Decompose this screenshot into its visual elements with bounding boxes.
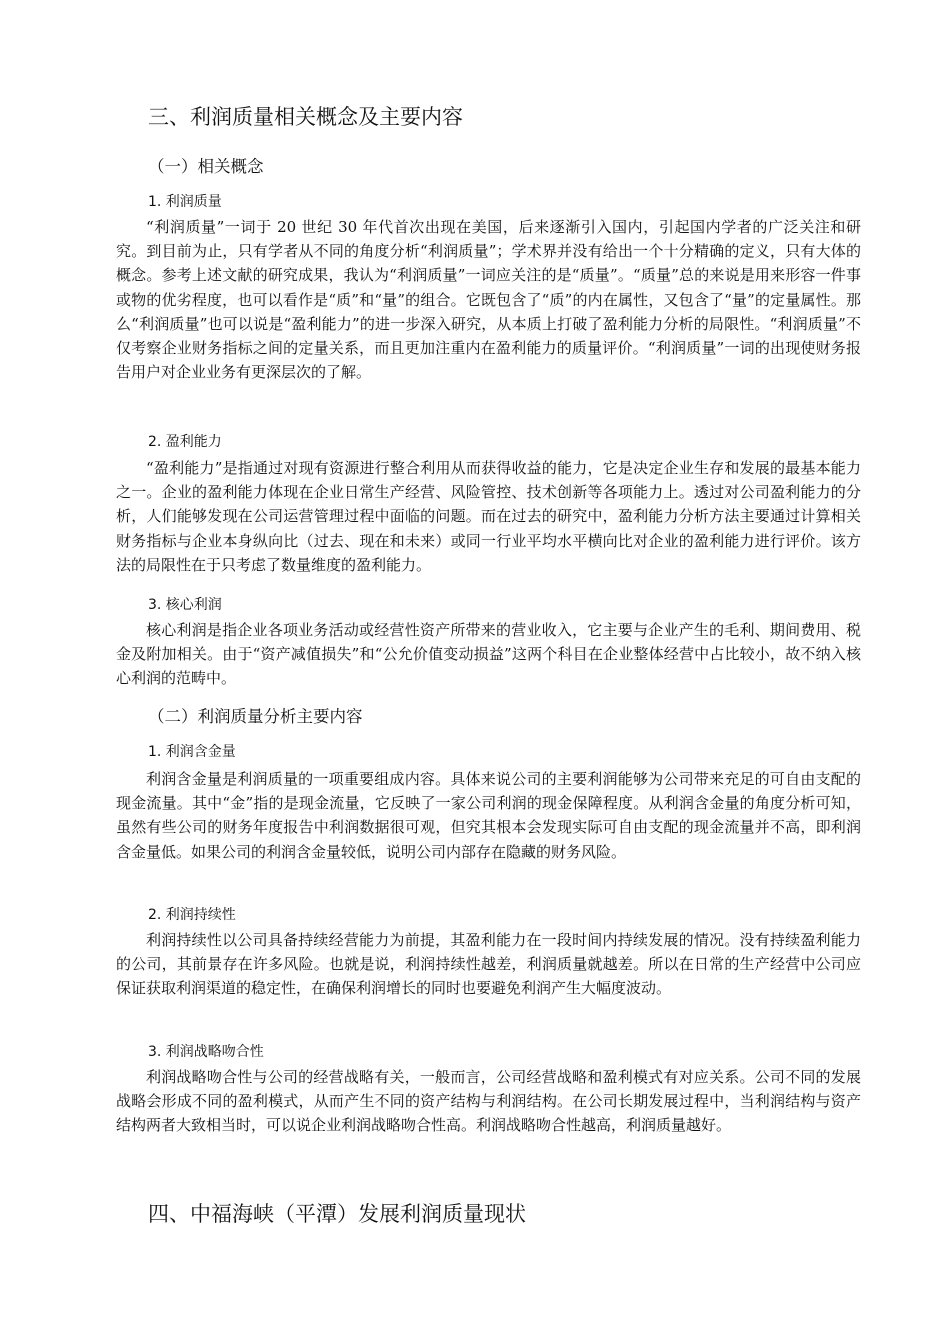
section-3-title: 三、利润质量相关概念及主要内容 xyxy=(148,105,463,129)
paragraph: “盈利能力”是指通过对现有资源进行整合利用从而获得收益的能力，它是决定企业生存和发展的最基本能力之一。企业的盈利能力体现在企业日常生产经营、风险管控、技术创新等各项能力上。透过对公司盈利能力的分析，人们能够发现在公司运营管理过程中面临的问题。而在过去的研究中，盈利能力分析方法主要通过计算相关财务指标与企业本身纵向比（过去、现在和未来）或同一行业平均水平横向比对企业的盈利能力进行评价。该方法的局限性在于只考虑了数量维度的盈利能力。 xyxy=(116,459,861,574)
item-heading: 1. 利润质量 xyxy=(148,194,222,210)
paragraph: 核心利润是指企业各项业务活动或经营性资产所带来的营业收入，它主要与企业产生的毛利、期间费用、税金及附加相关。由于“资产减值损失”和“公允价值变动损益”这两个科目在企业整体经营中占比较小，故不纳入核心利润的范畴中。 xyxy=(116,621,861,688)
paragraph: 利润持续性以公司具备持续经营能力为前提，其盈利能力在一段时间内持续发展的情况。没有持续盈利能力的公司，其前景存在许多风险。也就是说，利润持续性越差，利润质量就越差。所以在日常的生产经营中公司应保证获取利润渠道的稳定性，在确保利润增长的同时也要避免利润产生大幅度波动。 xyxy=(116,931,861,998)
paragraph: “利润质量”一词于 20 世纪 30 年代首次出现在美国，后来逐渐引入国内，引起国内学者的广泛关注和研究。到目前为止，只有学者从不同的角度分析“利润质量”；学术界并没有给出一个十分精确的定义，只有大体的概念。参考上述文献的研究成果，我认为“利润质量”一词应关注的是“质量”。“质量”总的来说是用来形容一件事或物的优劣程度，也可以看作是“质”和“量”的组合。它既包含了“质”的内在属性，又包含了“量”的定量属性。那么“利润质量”也可以说是“盈利能力”的进一步深入研究，从本质上打破了盈利能力分析的局限性。“利润质量”不仅考察企业财务指标之间的定量关系，而且更加注重内在盈利能力的质量评价。“利润质量”一词的出现使财务报告用户对企业业务有更深层次的了解。 xyxy=(116,218,861,382)
item-heading: 3. 核心利润 xyxy=(148,597,222,613)
item-heading: 2. 盈利能力 xyxy=(148,434,222,450)
item-heading: 2. 利润持续性 xyxy=(148,907,236,923)
item-heading: 3. 利润战略吻合性 xyxy=(148,1044,264,1060)
section-4-title: 四、中福海峡（平潭）发展利润质量现状 xyxy=(148,1202,526,1226)
paragraph: 利润战略吻合性与公司的经营战略有关，一般而言，公司经营战略和盈利模式有对应关系。公司不同的发展战略会形成不同的盈利模式，从而产生不同的资产结构与利润结构。在公司长期发展过程中，当利润结构与资产结构两者大致相当时，可以说企业利润战略吻合性高。利润战略吻合性越高，利润质量越好。 xyxy=(116,1068,861,1135)
subsection-1-title: （一）相关概念 xyxy=(148,157,264,176)
item-heading: 1. 利润含金量 xyxy=(148,744,236,760)
subsection-2-title: （二）利润质量分析主要内容 xyxy=(148,707,363,726)
paragraph: 利润含金量是利润质量的一项重要组成内容。具体来说公司的主要利润能够为公司带来充足的可自由支配的现金流量。其中“金”指的是现金流量，它反映了一家公司利润的现金保障程度。从利润含金量的角度分析可知，虽然有些公司的财务年度报告中利润数据很可观，但究其根本会发现实际可自由支配的现金流量并不高，即利润含金量低。如果公司的利润含金量较低，说明公司内部存在隐藏的财务风险。 xyxy=(116,770,861,861)
